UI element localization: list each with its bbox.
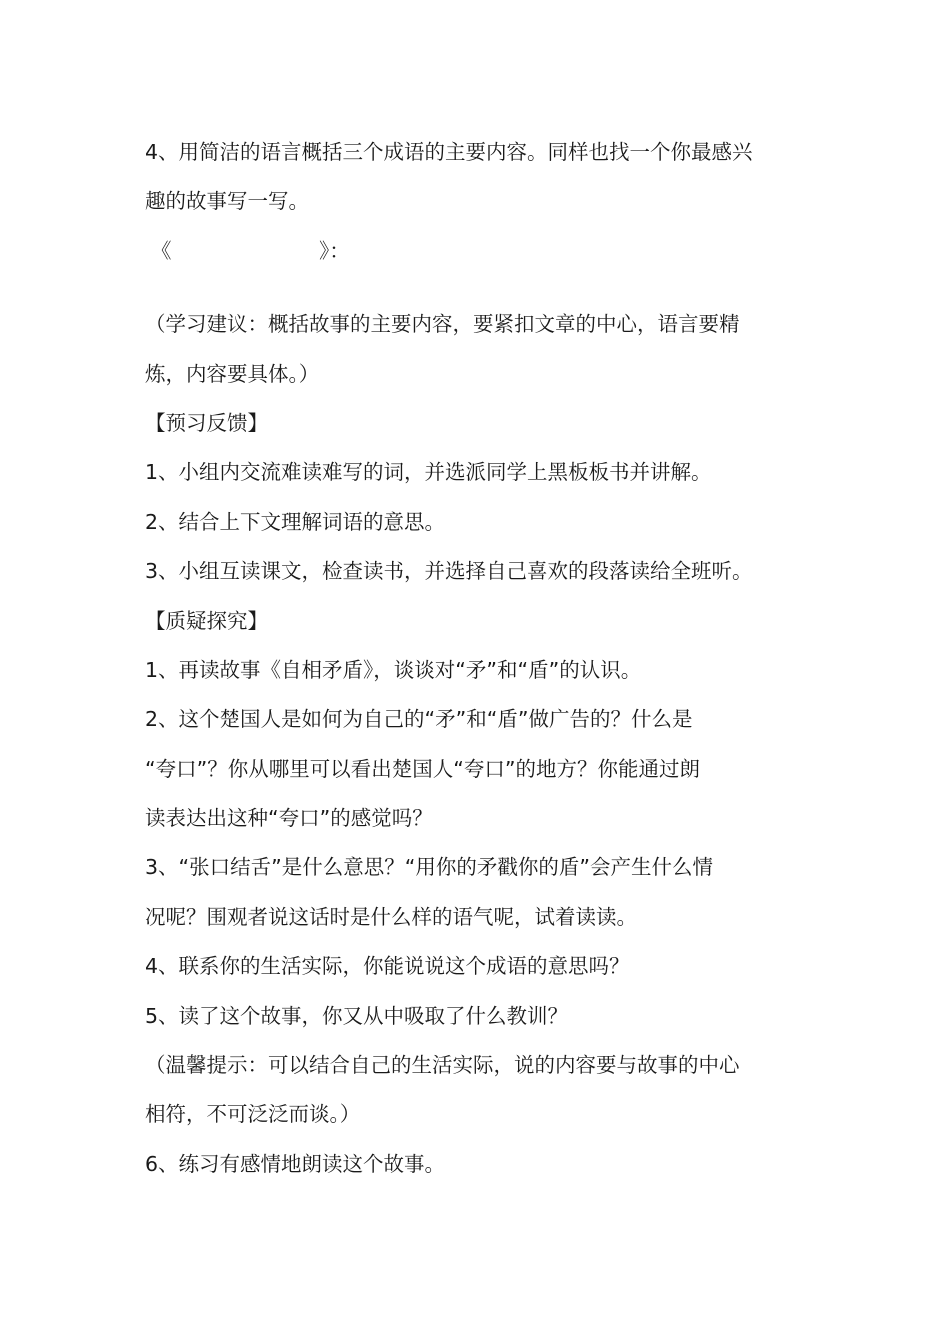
inquiry-item-6: 6、练习有感情地朗读这个故事。: [145, 1151, 446, 1176]
section-heading-preview-feedback: 【预习反馈】: [145, 410, 268, 435]
warm-tip-line-1: （温馨提示：可以结合自己的生活实际，说的内容要与故事的中心: [145, 1053, 740, 1078]
document-body: [145, 128, 810, 1189]
inquiry-item-3-line-1: 3、“张口结舌”是什么意思？“用你的矛戳你的盾”会产生什么情: [145, 855, 714, 880]
feedback-item-1: 1、小组内交流难读难写的词，并选派同学上黑板板书并讲解。: [145, 460, 712, 485]
warm-tip-line-2: 相符，不可泛泛而谈。）: [145, 1102, 361, 1127]
feedback-item-3: 3、小组互读课文，检查读书，并选择自己喜欢的段落读给全班听。: [145, 559, 753, 584]
study-advice-line-2: 炼，内容要具体。）: [145, 361, 320, 386]
inquiry-item-4: 4、联系你的生活实际，你能说说这个成语的意思吗？: [145, 954, 630, 979]
inquiry-item-2-line-2: “夸口”？你从哪里可以看出楚国人“夸口”的地方？你能通过朗: [145, 756, 700, 781]
blank-gap: [145, 276, 810, 300]
inquiry-item-1: 1、再读故事《自相矛盾》，谈谈对“矛”和“盾”的认识。: [145, 657, 642, 682]
inquiry-item-2-line-3: 读表达出这种“夸口”的感觉吗？: [145, 806, 433, 831]
task-4-line-2: 趣的故事写一写。: [145, 189, 309, 214]
inquiry-item-2-line-1: 2、这个楚国人是如何为自己的“矛”和“盾”做广告的？什么是: [145, 707, 693, 732]
study-advice-line-1: （学习建议：概括故事的主要内容，要紧扣文章的中心，语言要精: [145, 312, 740, 337]
book-title-open-mark: 《: [151, 238, 172, 263]
book-title-blank: [145, 227, 810, 276]
inquiry-item-5: 5、读了这个故事，你又从中吸取了什么教训？: [145, 1003, 569, 1028]
feedback-item-2: 2、结合上下文理解词语的意思。: [145, 509, 446, 534]
book-title-close-mark: 》：: [319, 238, 350, 263]
task-4-line-1: 4、用简洁的语言概括三个成语的主要内容。同样也找一个你最感兴: [145, 140, 753, 164]
inquiry-item-3-line-2: 况呢？围观者说这话时是什么样的语气呢，试着读读。: [145, 904, 637, 929]
section-heading-inquiry: 【质疑探究】: [145, 608, 268, 633]
